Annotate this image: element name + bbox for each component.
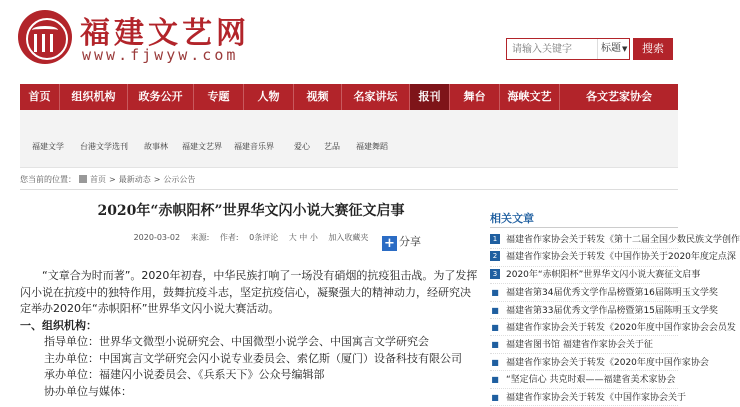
related-article-text: 福建省作家协会关于转发《2020年度中国作家协会	[506, 357, 709, 368]
share-button[interactable]	[382, 233, 421, 251]
article-line: 主办单位：中国寓言文学研究会闪小说专业委员会、索亿斯（厦门）设备科技有限公司	[44, 351, 462, 365]
nav-item-associations[interactable]: 各文艺家协会	[586, 90, 652, 103]
article-line: 指导单位：世界华文微型小说研究会、中国微型小说学会、中国寓言文学研究会	[44, 335, 429, 348]
subnav-item-arts-circle[interactable]: 福建文艺界	[182, 142, 222, 151]
breadcrumb-lead: 您当前的位置：	[20, 175, 76, 184]
logo-emblem[interactable]	[18, 10, 72, 64]
bullet-icon: ■	[491, 392, 499, 402]
bullet-icon: ■	[491, 340, 499, 350]
site-logo-url: www.fjwyw.com	[82, 46, 239, 64]
related-article-text: 福建省作家协会关于转发《中国作协关于2020年度定点深	[506, 252, 736, 263]
subnav-item-fujian-literature[interactable]: 福建文学	[32, 142, 64, 151]
subnav-item-taiwan-hk-literature[interactable]: 台港文学选刊	[80, 142, 128, 151]
nav-item-video[interactable]: 视频	[294, 84, 342, 110]
related-article-item[interactable]	[490, 389, 687, 406]
breadcrumb-home[interactable]: 首页	[90, 175, 106, 184]
share-label: 分享	[399, 235, 421, 248]
article-source-label: 来源:	[190, 233, 210, 242]
related-article-text: 福建省作家协会关于转发《2020年度中国作家协会会员发	[506, 322, 736, 333]
article-comments[interactable]: 0条评论	[249, 233, 279, 242]
breadcrumb	[20, 170, 678, 190]
related-article-item[interactable]	[490, 232, 740, 249]
related-article-text: 福建省第34届优秀文学作品榜暨第16届陈明玉文学奖	[506, 288, 718, 299]
sub-nav	[20, 110, 678, 168]
related-article-item[interactable]	[490, 371, 678, 388]
nav-item-periodicals[interactable]: 报刊	[410, 84, 450, 110]
nav-item-home[interactable]: 首页	[20, 84, 60, 110]
subnav-item-art-works[interactable]: 艺品	[324, 142, 340, 151]
nav-item-topics[interactable]: 专题	[194, 84, 244, 110]
related-articles-title: 相关文章	[490, 210, 678, 228]
related-article-item[interactable]	[490, 302, 718, 319]
related-article-item[interactable]	[490, 284, 718, 301]
breadcrumb-level1[interactable]: 最新动态	[118, 175, 151, 184]
article-author-label: 作者:	[219, 233, 239, 242]
related-article-text: 2020年“赤帜阳杯”世界华文闪小说大赛征文启事	[506, 269, 701, 280]
related-articles-list	[490, 232, 740, 406]
nav-item-people[interactable]: 人物	[244, 84, 294, 110]
subnav-item-music-circle[interactable]: 福建音乐界	[234, 142, 274, 151]
nav-item-stage[interactable]: 舞台	[450, 84, 500, 110]
rank-badge: 1	[490, 234, 500, 244]
rank-badge: 3	[490, 269, 500, 279]
related-article-text: 福建省作家协会关于转发《中国作家协会关于	[506, 392, 687, 403]
bullet-icon: ■	[491, 357, 499, 367]
search-type-select[interactable]	[597, 39, 631, 59]
rank-badge: 2	[490, 251, 500, 261]
subnav-item-love[interactable]: 爱心	[294, 142, 310, 151]
nav-item-government[interactable]: 政务公开	[128, 84, 194, 110]
search-type-label: 标题	[601, 43, 621, 54]
nav-item-organization[interactable]: 组织机构	[60, 84, 128, 110]
site-logo-title[interactable]: 福建文艺网	[80, 16, 250, 51]
related-article-text: “坚定信心 共克时艰——福建省美术家协会	[506, 375, 676, 386]
related-article-item[interactable]	[490, 319, 736, 336]
article-line: 承办单位：福建闪小说委员会、《兵系天下》公众号编辑部	[44, 368, 325, 381]
chevron-down-icon: ▼	[622, 45, 628, 53]
bullet-icon: ■	[491, 375, 499, 385]
article-body	[20, 268, 480, 400]
home-icon	[79, 175, 87, 183]
article-line: 协办单位与媒体：	[44, 384, 132, 398]
related-article-item[interactable]	[490, 354, 709, 371]
article-date: 2020-03-02	[133, 233, 181, 242]
related-article-text: 福建省图书馆 福建省作家协会关于征	[506, 340, 653, 351]
breadcrumb-separator-icon: >	[109, 175, 116, 184]
breadcrumb-separator-icon: >	[153, 175, 161, 184]
nav-item-lectures[interactable]: 名家讲坛	[342, 84, 410, 110]
article-paragraph: “文章合为时而著”。2020年初春，中华民族打响了一场没有硝烟的抗疫狙击战。为了发挥闪小说在抗疫中的独特作用，鼓舞抗疫斗志，坚定抗疫信心，凝聚强大的精神动力，经研究决定举办2020年“赤帜阳杯”世界华文闪小说大赛活动。	[20, 269, 478, 315]
main-nav	[20, 84, 678, 110]
add-favorite-link[interactable]: 加入收藏夹	[328, 233, 369, 242]
search-box	[506, 38, 630, 60]
plus-icon: +	[382, 236, 397, 251]
related-article-text: 福建省第33届优秀文学作品榜暨第15届陈明玉文学奖	[506, 305, 718, 316]
search-input[interactable]	[507, 39, 595, 59]
bullet-icon: ■	[491, 288, 499, 298]
breadcrumb-level2[interactable]: 公示公告	[163, 175, 196, 184]
search-button[interactable]: 搜索	[633, 38, 673, 60]
nav-item-strait-arts[interactable]: 海峡文艺	[500, 84, 560, 110]
bullet-icon: ■	[491, 322, 499, 332]
related-article-text: 福建省作家协会关于转发《第十二届全国少数民族文学创作	[506, 235, 740, 245]
subnav-item-dance[interactable]: 福建舞蹈	[356, 142, 388, 151]
site-header	[0, 0, 700, 80]
related-article-item[interactable]	[490, 267, 701, 284]
article-title: 2020年“赤帜阳杯”世界华文闪小说大赛征文启事	[97, 203, 405, 219]
section-heading: 一、组织机构：	[20, 318, 97, 332]
related-article-item[interactable]	[490, 249, 736, 266]
related-article-item[interactable]	[490, 336, 678, 353]
font-size-switch[interactable]: 大 中 小	[288, 233, 318, 242]
bullet-icon: ■	[491, 305, 499, 315]
subnav-item-story-forest[interactable]: 故事林	[144, 142, 168, 151]
